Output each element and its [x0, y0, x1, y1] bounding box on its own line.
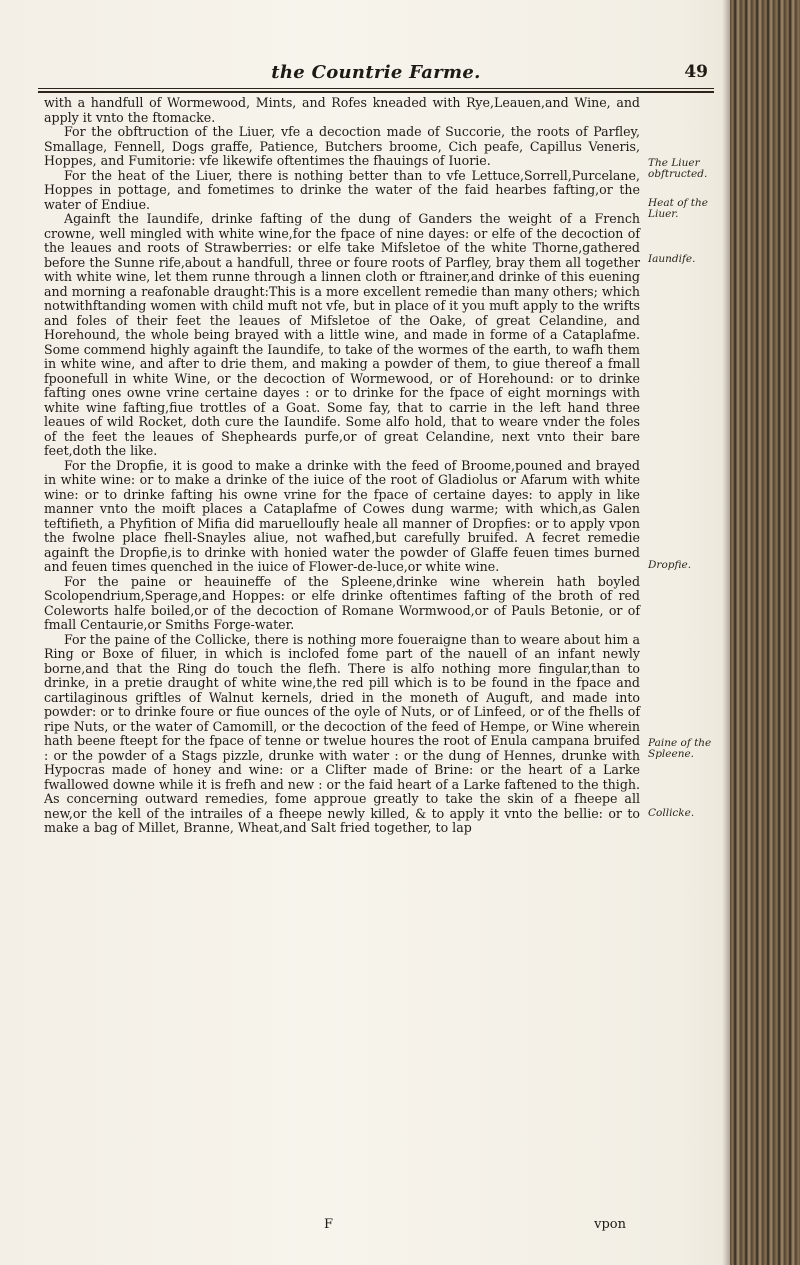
paragraph-dropsy: For the Dropfie, it is good to make a drinke with the feed of Broome,pouned and brayed in white wine: or to make a drinke of the iuice of the root of Gladiolus or Afarum with white wine: or to drinke fafting his owne vrine for the fpace of certaine dayes: to apply in like manner vnto the moift places a Cataplafme of Cowes dung warme; with which,as Galen teftifieth, a Phyfition of Mifia did maruelloufly heale all manner of Dropfies: or to apply vpon the fwolne place fhell-Snayles aliue, not wafhed,but carefully bruifed. A fecret remedie againft the Dropfie,is to drinke with honied water the powder of Glaffe feuen times burned and feuen times quenched in the iuice of Flower-de-luce,or white wine.: [44, 457, 640, 574]
header-rule: [38, 88, 714, 89]
paragraph-wormwood-remedy: with a handfull of Wormewood, Mints, and Rofes kneaded with Rye,Leauen,and Wine, and apply it vnto the ftomacke.: [44, 95, 640, 125]
signature-mark: F: [324, 1217, 334, 1232]
gutter-shadow: [722, 0, 730, 1265]
page-header: [38, 62, 714, 88]
paragraph-spleen: For the paine or heauineffe of the Spleene,drinke wine wherein hath boyled Scolopendrium,Sperage,and Hoppes: or elfe drinke oftentimes fafting of the broth of red Coleworts halfe boiled,or of the decoction of Romane Wormwood,or of Pauls Betonie, or of fmall Centaurie,or Smiths Forge-water.: [44, 573, 640, 632]
catchword: vpon: [594, 1217, 626, 1232]
margin-note-dropsy: Dropfie.: [648, 559, 692, 571]
page-number: 49: [684, 62, 708, 82]
margin-note-liver-heat: Heat of the Liuer.: [648, 197, 708, 220]
body-text: [44, 96, 640, 836]
paragraph-jaundice: Againft the Iaundife, drinke fafting of the dung of Ganders the weight of a French crowne, well mingled with white wine,for the fpace of nine dayes: or elfe of the decoction of the leaues and roots of Strawberries: or elfe take Mifsletoe of the white Thorne,gathered before the Sunne rife,about a handfull, three or foure roots of Parfley, bray them all together with white wine, let them runne through a linnen cloth or ftrainer,and drinke of this euening and morning a reafonable draught:This is a more excellent remedie than many others; which notwithftanding women with child muft not vfe, but in place of it you muft apply to the wrifts and foles of their feet the leaues of Mifsletoe of the Oake, of great Celandine, and Horehound, the whole being brayed with a little wine, and made in forme of a Cataplafme. Some commend highly againft the Iaundife, to take of the wormes of the earth, to wafh them in white wine, and after to drie them, and making a powder of them, to giue thereof a fmall fpoonefull in white Wine, or the decoction of Wormewood, or of Horehound: or to drinke fafting ones owne vrine certaine dayes : or to drinke for the fpace of eight mornings with white wine fafting,fiue trottles of a Goat. Some fay, that to carrie in the left hand three leaues of wild Rocket, doth cure the Iaundife. Some alfo hold, that to weare vnder the foles of the feet the leaues of Shepheards purfe,or of great Celandine, next vnto their bare feet,doth the like.: [44, 211, 640, 458]
margin-note-liver-obstructed: The Liuer obftructed.: [648, 157, 708, 180]
running-head: the Countrie Farme.: [271, 62, 481, 83]
margin-note-spleen: Paine of the Spleene.: [648, 737, 712, 760]
paragraph-liver-obstruction: For the obftruction of the Liuer, vfe a decoction made of Succorie, the roots of Parfley, Smallage, Fennell, Dogs graffe, Patience, Butchers broome, Cich peafe, Capillus Veneris, Hoppes, and Fumitorie: vfe likewife oftentimes the fhauings of Iuorie.: [44, 124, 640, 168]
book-spine-edge: [730, 0, 800, 1265]
margin-note-colic: Collicke.: [648, 807, 695, 819]
margin-note-jaundice: Iaundife.: [648, 253, 696, 265]
paragraph-colic: For the paine of the Collicke, there is nothing more foueraigne than to weare about him a Ring or Boxe of filuer, in which is inclofed fome part of the nauell of an infant newly borne,and that the Ring do touch the flefh. There is alfo nothing more fingular,than to drinke, in a pretie draught of white wine,the red pill which is to be found in the fpace and cartilaginous griftles of Walnut kernels, dried in the moneth of Auguft, and made into powder: or to drinke foure or fiue ounces of the oyle of Nuts, or of Linfeed, or of the fhells of ripe Nuts, or the water of Camomill, or the decoction of the feed of Hempe, or Wine wherein hath beene fteept for the fpace of tenne or twelue houres the root of Enula campana bruifed : or the powder of a Stags pizzle, drunke with water : or the dung of Hennes, drunke with Hypocras made of honey and wine: or a Clifter made of Brine: or the heart of a Larke fwallowed downe while it is frefh and new : or the faid heart of a Larke faftened to the thigh. As concerning outward remedies, fome approue greatly to take the skin of a fheepe all new,or the kell of the intrailes of a fheepe newly killed, & to apply it vnto the bellie: or to make a bag of Millet, Branne, Wheat,and Salt fried together, to lap: [44, 631, 640, 835]
header-rule-thick: [38, 91, 714, 93]
paragraph-liver-heat: For the heat of the Liuer, there is nothing better than to vfe Lettuce,Sorrell,Purcelane, Hoppes in pottage, and fometimes to drinke the water of the faid hearbes fafting,or the water of Endiue.: [44, 167, 640, 212]
page-footer: [44, 1217, 640, 1235]
